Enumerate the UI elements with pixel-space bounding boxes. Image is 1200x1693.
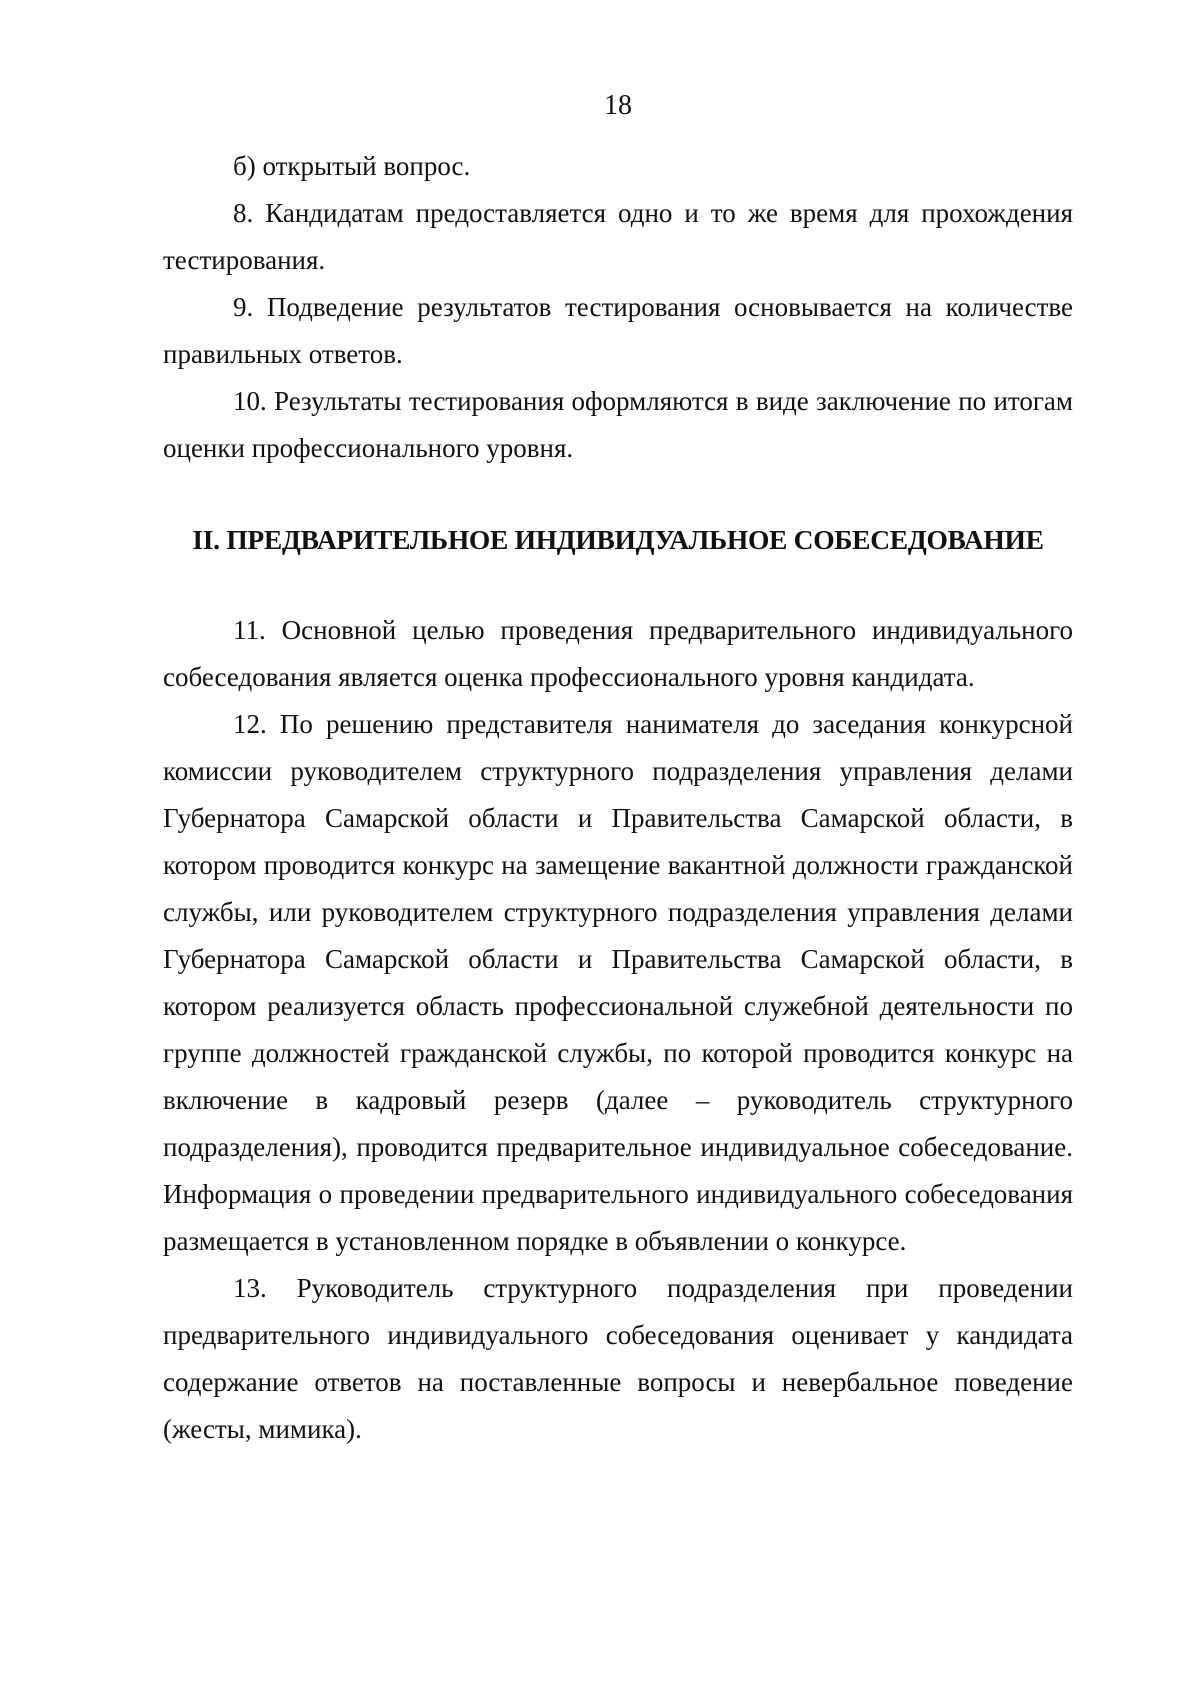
document-body: [163, 143, 1073, 1453]
paragraph-13: 13. Руководитель структурного подразделения при проведении предварительного индивидуального собеседования оценивает у кандидата содержание ответов на поставленные вопросы и невербальное поведение (жесты, мимика).: [163, 1273, 1073, 1444]
paragraph-9: 9. Подведение результатов тестирования основывается на количестве правильных ответов.: [163, 292, 1073, 369]
section-heading: II. ПРЕДВАРИТЕЛЬНОЕ ИНДИВИДУАЛЬНОЕ СОБЕСЕДОВАНИЕ: [192, 524, 1044, 555]
paragraph-8: 8. Кандидатам предоставляется одно и то же время для прохождения тестирования.: [163, 198, 1073, 275]
paragraph-10: 10. Результаты тестирования оформляются в виде заключение по итогам оценки профессионального уровня.: [163, 386, 1073, 463]
page-number: 18: [604, 90, 632, 121]
paragraph-12: 12. По решению представителя нанимателя до заседания конкурсной комиссии руководителем структурного подразделения управления делами Губернатора Самарской области и Правительства Самарской области, в котором проводится конкурс на замещение вакантной должности гражданской службы, или руководителем структурного подразделения управления делами Губернатора Самарской области и Правительства Самарской области, в котором реализуется область профессиональной служебной деятельности по группе должностей гражданской службы, по которой проводится конкурс на включение в кадровый резерв (далее – руководитель структурного подразделения), проводится предварительное индивидуальное собеседование. Информация о проведении предварительного индивидуального собеседования размещается в установленном порядке в объявлении о конкурсе.: [163, 709, 1073, 1256]
paragraph-item-b: б) открытый вопрос.: [233, 151, 471, 181]
paragraph-11: 11. Основной целью проведения предварительного индивидуального собеседования является оценка профессионального уровня кандидата.: [163, 615, 1073, 692]
